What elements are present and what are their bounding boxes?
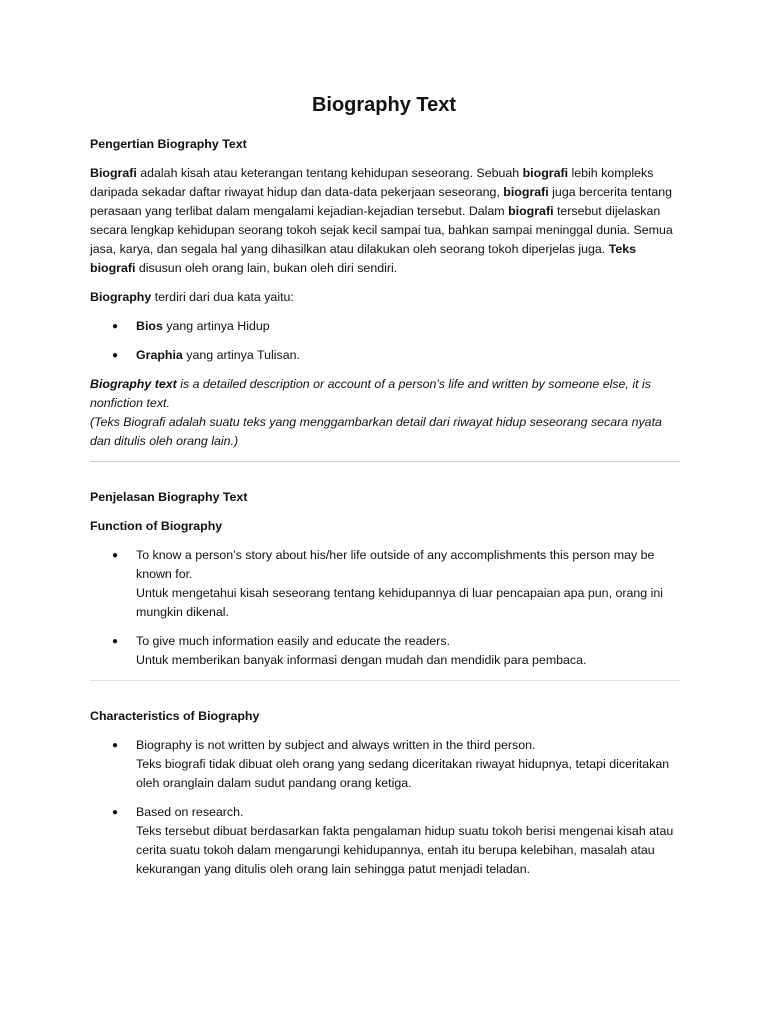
- text-run: yang artinya Hidup: [162, 319, 270, 333]
- text-run: (Teks Biografi adalah suatu teks yang menggambarkan detail dari riwayat hidup seseorang secara nyata dan ditulis oleh orang lain.): [90, 415, 662, 448]
- list-item: [90, 632, 680, 670]
- function-list: [90, 546, 680, 670]
- bold-term: Bios: [136, 319, 163, 333]
- paragraph-biografi-definition: [90, 164, 680, 278]
- bold-term: biografi: [503, 185, 549, 199]
- bold-term: Biography text: [90, 377, 177, 391]
- divider: [90, 680, 680, 681]
- bold-term: biografi: [508, 204, 554, 218]
- text-run: lebih kompleks daripada sekadar daftar riwayat hidup dan data-data pekerjaan seseorang,: [90, 166, 654, 199]
- text-run: juga bercerita tentang perasaan yang terlibat dalam mengalami kejadian-kejadian tersebut. Dalam: [90, 185, 673, 218]
- etymology-list: [90, 317, 680, 365]
- text-run: is a detailed description or account of a person's life and written by someone else, it is nonfiction text.: [90, 377, 651, 410]
- page-title: Biography Text: [311, 94, 457, 116]
- text-run: adalah kisah atau keterangan tentang kehidupan seseorang. Sebuah: [136, 166, 523, 180]
- list-item: [90, 803, 680, 879]
- divider: [90, 461, 680, 462]
- text-run: terdiri dari dua kata yaitu:: [151, 290, 294, 304]
- definition-paragraph: [90, 375, 680, 451]
- characteristics-list: [90, 736, 680, 879]
- text-run: Teks biografi tidak dibuat oleh orang yang sedang diceritakan riwayat hidupnya, tetapi diceritakan oleh oranglain dalam sudut pandang orang ketiga.: [136, 757, 670, 790]
- subheading-function: Function of Biography: [90, 519, 223, 533]
- section-heading-characteristics: Characteristics of Biography: [90, 709, 260, 723]
- bold-term: biografi: [522, 166, 569, 180]
- text-run: Teks tersebut dibuat berdasarkan fakta pengalaman hidup suatu tokoh berisi mengenai kisah atau cerita suatu tokoh dalam mengarungi kehidupannya, entah itu berupa kelebihan, masalah atau kekurangan yang ditulis oleh orang lain sehingga patut menjadi teladan.: [136, 824, 674, 876]
- paragraph-two-words: [90, 288, 680, 307]
- section-heading-pengertian: Pengertian Biography Text: [90, 137, 247, 151]
- text-run: yang artinya Tulisan.: [182, 348, 300, 362]
- bullet-icon: ●: [112, 550, 119, 561]
- bullet-icon: ●: [112, 350, 119, 361]
- text-run: Biography is not written by subject and always written in the third person.: [136, 738, 536, 752]
- text-run: To give much information easily and educate the readers.: [136, 634, 451, 648]
- list-item: [90, 736, 680, 793]
- bullet-icon: ●: [112, 321, 119, 332]
- text-run: disusun oleh orang lain, bukan oleh diri sendiri.: [135, 261, 398, 275]
- document-body: [90, 135, 680, 889]
- list-item: [90, 317, 680, 336]
- text-run: Untuk memberikan banyak informasi dengan mudah dan mendidik para pembaca.: [136, 653, 587, 667]
- bold-term: Teks biografi: [90, 242, 637, 275]
- bullet-icon: ●: [112, 807, 119, 818]
- bullet-icon: ●: [112, 740, 119, 751]
- bold-term: Graphia: [136, 348, 183, 362]
- text-run: To know a person’s story about his/her life outside of any accomplishments this person may be known for.: [136, 548, 655, 581]
- bullet-icon: ●: [112, 636, 119, 647]
- section-heading-penjelasan: Penjelasan Biography Text: [90, 490, 248, 504]
- text-run: Untuk mengetahui kisah seseorang tentang kehidupannya di luar pencapaian apa pun, orang ini mungkin dikenal.: [136, 586, 663, 619]
- list-item: [90, 546, 680, 622]
- text-run: tersebut dijelaskan secara lengkap kehidupan seorang tokoh sejak kecil sampai tua, bahkan sampai meninggal dunia. Semua jasa, karya, dan segala hal yang dihasilkan atau dilakukan oleh seorang tokoh diperjelas juga.: [90, 204, 673, 256]
- text-run: Based on research.: [136, 805, 244, 819]
- bold-term: Biografi: [90, 166, 137, 180]
- bold-term: Biography: [90, 290, 152, 304]
- list-item: [90, 346, 680, 365]
